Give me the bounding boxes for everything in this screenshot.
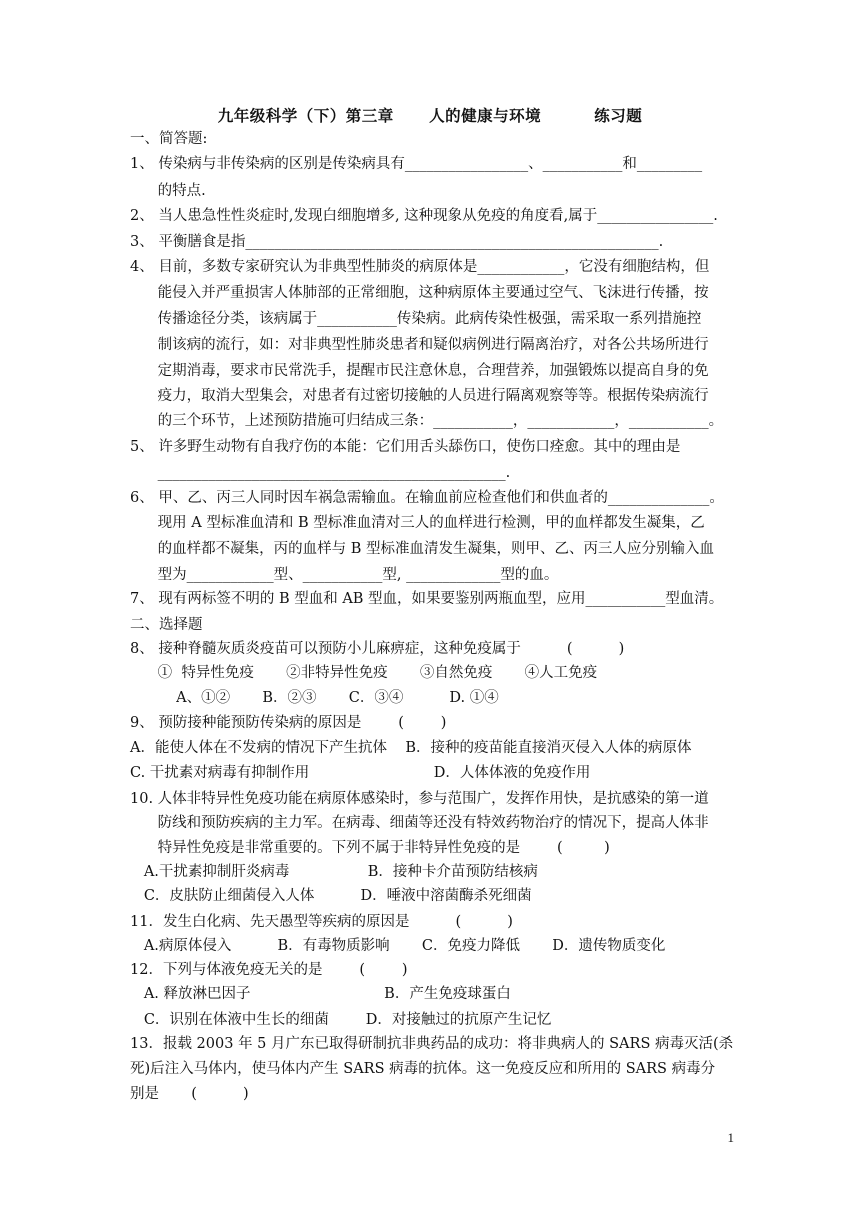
text-line: 现用 A 型标准血清和 B 型标准血清对三人的血样进行检测，甲的血样都发生凝集，乙 [130,515,705,531]
text-line: A. 释放淋巴因子 B．产生免疫球蛋白 [130,986,511,1002]
text-line: ________________________________________________. [130,465,511,481]
document-line [130,462,510,484]
text-line: A.病原体侵入 B．有毒物质影响 C．免疫力降低 D．遗传物质变化 [130,938,666,954]
text-line: 疫力，取消大型集会，对患者有过密切接触的人员进行隔离观察等等。根据传染病流行 [130,388,709,404]
text-line: 二、选择题 [130,617,203,633]
text-line: 6、 甲、乙、丙三人同时因车祸急需输血。在输血前应检查他们和供血者的______________。 [130,490,724,506]
document-line [130,1033,733,1055]
text-line: 传播途径分类，该病属于___________传染病。此病传染性极强，需采取一系列措施控 [130,311,702,327]
text-line: A．能使人体在不发病的情况下产生抗体 B．接种的疫苗能直接消灭侵入人体的病原体 [130,740,692,756]
text-line: 13．报载 2003 年 5 月广东已取得研制抗非典药品的成功：将非典病人的 SARS 病毒灭活(杀 [130,1036,734,1052]
text-line: A.干扰素抑制肝炎病毒 B．接种卡介苗预防结核病 [130,864,538,880]
page-title: 九年级科学（下）第三章 人的健康与环境 练习题 [217,106,643,125]
text-line: 12．下列与体液免疫无关的是 ( ) [130,962,408,978]
document-line [130,588,723,610]
document-line [130,1058,715,1080]
text-line: 定期消毒，要求市民常洗手，提醒市民注意休息，合理营养，加强锻炼以提高自身的免 [130,363,709,379]
document-line [130,205,718,227]
document-line [130,812,709,834]
document-line [130,614,203,636]
document-line [130,638,624,660]
document-line [130,861,538,883]
document-line [130,512,705,534]
text-line: 的特点. [130,183,206,199]
document-line [130,308,701,330]
document-line [130,911,513,933]
text-line: 型为____________型、___________型, _____________型的血。 [130,567,559,583]
text-line: 制该病的流行，如：对非典型性肺炎患者和疑似病例进行隔离治疗，对各公共场所进行 [130,337,709,353]
document-line [130,231,663,253]
text-line: ① 特异性免疫 ②非特异性免疫 ③自然免疫 ④人工免疫 [130,665,598,681]
text-line: C．识别在体液中生长的细菌 D．对接触过的抗原产生记忆 [130,1012,552,1028]
text-line: 9、 预防接种能预防传染病的原因是 ( ) [130,715,447,731]
document-line [130,180,206,202]
document-line [130,436,680,458]
text-line: 一、简答题: [130,131,208,147]
document-line [130,564,558,586]
text-line: 10. 人体非特异性免疫功能在病原体感染时，参与范围广，发挥作用快，是抗感染的第一道 [130,791,709,807]
document-line [130,737,692,759]
document-line [130,128,207,150]
text-line: 3、 平衡膳食是指_________________________________________________________. [130,234,664,250]
text-line: 1、 传染病与非传染病的区别是传染病具有_________________、___________和_________ [130,156,703,172]
page-number: 1 [727,1130,734,1145]
text-line: 5、 许多野生动物有自我疗伤的本能：它们用舌头舔伤口，使伤口痊愈。其中的理由是 [130,439,681,455]
text-line: 特异性免疫是非常重要的。下列不属于非特异性免疫的是 ( ) [130,840,610,856]
text-line: 11．发生白化病、先天愚型等疾病的原因是 ( ) [130,914,513,930]
document-line [130,712,446,734]
document-line [130,1083,249,1105]
text-line: 死)后注入马体内，使马体内产生 SARS 病毒的抗体。这一免疫反应和所用的 SARS 病毒分 [130,1061,716,1077]
document-line [130,687,499,709]
text-line: 4、 目前，多数专家研究认为非典型性肺炎的病原体是____________，它没有细胞结构，但 [130,259,710,275]
document-line [130,487,724,509]
document-line [130,788,709,810]
text-line: 2、 当人患急性性炎症时,发现白细胞增多, 这种现象从免疫的角度看,属于________________. [130,208,718,224]
document-line [130,385,709,407]
document-line [130,256,709,278]
document-line [130,334,709,356]
document-line [130,360,709,382]
document-line [130,762,590,784]
text-line: 8、 接种脊髓灰质炎疫苗可以预防小儿麻痹症，这种免疫属于 ( ) [130,641,625,657]
document-line [130,282,709,304]
text-line: C．皮肤防止细菌侵入人体 D．唾液中溶菌酶杀死细菌 [130,888,532,904]
document-line [130,983,511,1005]
text-line: 的血样都不凝集，丙的血样与 B 型标准血清发生凝集，则甲、乙、丙三人应分别输入血 [130,541,715,557]
document-line [130,1009,551,1031]
document-line [130,837,610,859]
text-line: 7、 现有两标签不明的 B 型血和 AB 型血，如果要鉴别两瓶血型，应用___________型血清。 [130,591,724,607]
document-line [130,885,532,907]
document-line [130,959,408,981]
text-line: 防线和预防疾病的主力军。在病毒、细菌等还没有特效药物治疗的情况下，提高人体非 [130,815,709,831]
document-line [130,410,723,432]
document-line [130,538,714,560]
text-line: 的三个环节，上述预防措施可归结成三条：___________，____________，___________。 [130,413,724,429]
document-line [130,662,597,684]
text-line: A、①② B．②③ C．③④ D. ①④ [130,690,499,706]
text-line: 能侵入并严重损害人体肺部的正常细胞，这种病原体主要通过空气、飞沫进行传播，按 [130,285,709,301]
document-line [130,153,702,175]
text-line: 别是 ( ) [130,1086,249,1102]
document-line [130,935,665,957]
text-line: C. 干扰素对病毒有抑制作用 D．人体体液的免疫作用 [130,765,591,781]
